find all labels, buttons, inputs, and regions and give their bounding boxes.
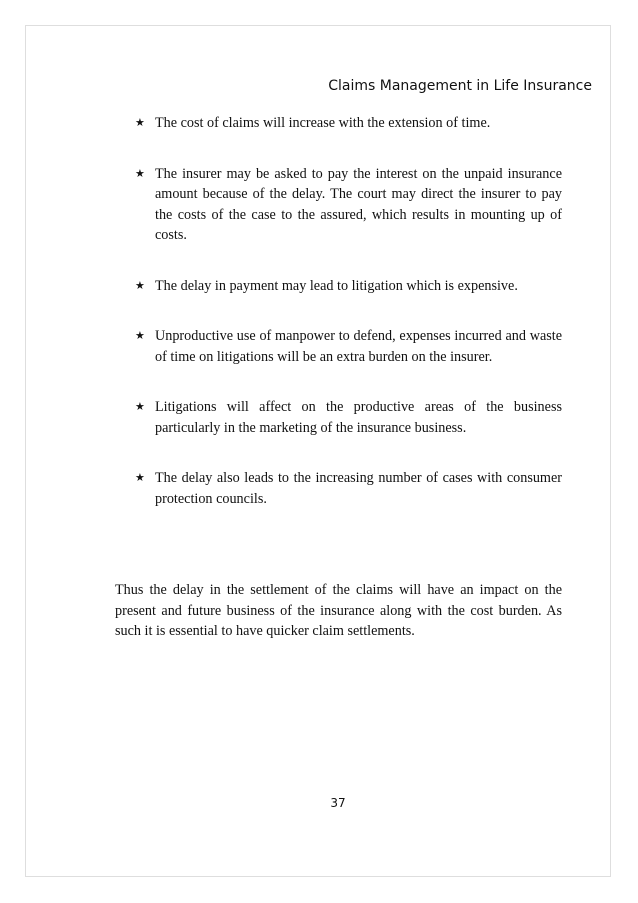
conclusion-paragraph: Thus the delay in the settlement of the claims will have an impact on the present and future business of the insurance along with the cost burden. As such it is essential to have quicker claim settlements.: [115, 582, 562, 639]
list-item: [122, 326, 562, 367]
running-header: Claims Management in Life Insurance: [328, 78, 592, 94]
bullet-text: The delay also leads to the increasing number of cases with consumer protection councils.: [155, 470, 562, 507]
bullet-list: [122, 113, 562, 509]
star-bullet-icon: ★: [135, 471, 145, 484]
list-item: [122, 397, 562, 438]
star-bullet-icon: ★: [135, 329, 145, 342]
star-bullet-icon: ★: [135, 166, 145, 180]
bullet-text: Litigations will affect on the productive areas of the business particularly in the marketing of the insurance business.: [155, 399, 562, 436]
list-item: [122, 113, 562, 134]
star-bullet-icon: ★: [135, 400, 145, 413]
list-item: [122, 468, 562, 509]
star-bullet-icon: ★: [135, 116, 145, 129]
page-number: 37: [330, 796, 346, 810]
list-item: [122, 276, 562, 297]
bullet-text: The cost of claims will increase with the extension of time.: [155, 115, 491, 131]
list-item: [122, 164, 562, 246]
star-bullet-icon: ★: [135, 278, 145, 292]
bullet-text: Unproductive use of manpower to defend, expenses incurred and waste of time on litigations will be an extra burden on the insurer.: [155, 328, 562, 365]
bullet-text: The insurer may be asked to pay the interest on the unpaid insurance amount because of the delay. The court may direct the insurer to pay the costs of the case to the assured, which results in mounting up of costs.: [155, 165, 562, 243]
bullet-text: The delay in payment may lead to litigation which is expensive.: [155, 277, 518, 294]
